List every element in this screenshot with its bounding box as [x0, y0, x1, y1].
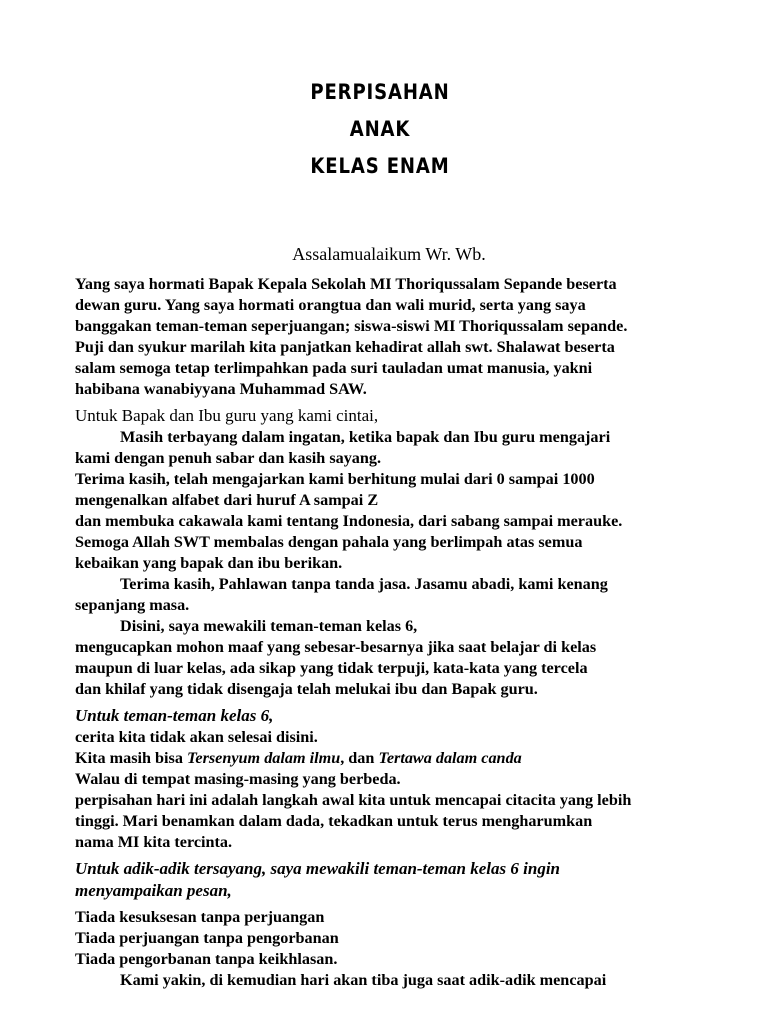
guru-line: sepanjang masa.: [75, 596, 190, 614]
adik-heading-line: Untuk adik-adik tersayang, saya mewakili teman-teman kelas 6 ingin: [75, 859, 560, 878]
guru-line: maupun di luar kelas, ada sikap yang tidak terpuji, kata-kata yang tercela: [75, 659, 588, 677]
teman-line-mixed: [75, 748, 765, 769]
document-title: [0, 74, 760, 185]
teman-line: Walau di tempat masing-masing yang berbeda.: [75, 770, 401, 788]
guru-line: Semoga Allah SWT membalas dengan pahala yang berlimpah atas semua: [75, 533, 583, 551]
teman-line-italic-2: Tertawa dalam canda: [378, 749, 522, 767]
adik-paragraph: [75, 907, 765, 991]
teman-line: cerita kita tidak akan selesai disini.: [75, 728, 318, 746]
teman-line: tinggi. Mari benamkan dalam dada, tekadkan untuk terus mengharumkan: [75, 812, 593, 830]
guru-line: mengenalkan alfabet dari huruf A sampai Z: [75, 491, 379, 509]
adik-line: Tiada kesuksesan tanpa perjuangan: [75, 908, 325, 926]
teman-line-middle: , dan: [340, 749, 379, 767]
teman-line-prefix: Kita masih bisa: [75, 749, 187, 767]
adik-line: Tiada pengorbanan tanpa keikhlasan.: [75, 950, 338, 968]
greeting: Assalamualaikum Wr. Wb.: [292, 244, 486, 264]
adik-heading-line: menyampaikan pesan,: [75, 881, 232, 900]
guru-line: Terima kasih, telah mengajarkan kami berhitung mulai dari 0 sampai 1000: [75, 470, 595, 488]
guru-line: dan khilaf yang tidak disengaja telah melukai ibu dan Bapak guru.: [75, 680, 538, 698]
teman-line: nama MI kita tercinta.: [75, 833, 233, 851]
opening-line: Yang saya hormati Bapak Kepala Sekolah MI Thoriqussalam Sepande beserta: [75, 275, 617, 293]
adik-line: Kami yakin, di kemudian hari akan tiba juga saat adik-adik mencapai: [120, 971, 607, 989]
adik-line: Tiada perjuangan tanpa pengorbanan: [75, 929, 339, 947]
teman-heading: Untuk teman-teman kelas 6,: [75, 706, 274, 725]
teman-section: [75, 705, 765, 853]
opening-line: Puji dan syukur marilah kita panjatkan kehadirat allah swt. Shalawat beserta: [75, 338, 615, 356]
teman-line-italic-1: Tersenyum dalam ilmu: [187, 749, 341, 767]
guru-line: Disini, saya mewakili teman-teman kelas 6,: [120, 617, 418, 635]
adik-section: [75, 858, 765, 991]
teman-paragraph: [75, 727, 765, 853]
opening-line: salam semoga tetap terlimpahkan pada suri tauladan umat manusia, yakni: [75, 359, 593, 377]
opening-line: dewan guru. Yang saya hormati orangtua dan wali murid, serta yang saya: [75, 296, 586, 314]
teman-line: perpisahan hari ini adalah langkah awal kita untuk mencapai citacita yang lebih: [75, 791, 632, 809]
title-line-3: KELAS ENAM: [310, 154, 450, 178]
guru-line: mengucapkan mohon maaf yang sebesar-besarnya jika saat belajar di kelas: [75, 638, 597, 656]
title-line-2: ANAK: [349, 117, 411, 141]
guru-section: [75, 405, 765, 700]
guru-line: kami dengan penuh sabar dan kasih sayang.: [75, 449, 382, 467]
guru-line: kebaikan yang bapak dan ibu berikan.: [75, 554, 343, 572]
opening-line: banggakan teman-teman seperjuangan; siswa-siswi MI Thoriqussalam sepande.: [75, 317, 628, 335]
speech-body: [75, 274, 765, 991]
opening-line: habibana wanabiyyana Muhammad SAW.: [75, 380, 367, 398]
guru-paragraph: [75, 427, 765, 700]
guru-line: Masih terbayang dalam ingatan, ketika bapak dan Ibu guru mengajari: [120, 428, 611, 446]
guru-line: dan membuka cakawala kami tentang Indonesia, dari sabang sampai merauke.: [75, 512, 623, 530]
opening-paragraph: [75, 274, 765, 400]
guru-line: Terima kasih, Pahlawan tanpa tanda jasa. Jasamu abadi, kami kenang: [120, 575, 608, 593]
guru-heading: Untuk Bapak dan Ibu guru yang kami cintai,: [75, 406, 379, 425]
title-line-1: PERPISAHAN: [310, 80, 450, 104]
